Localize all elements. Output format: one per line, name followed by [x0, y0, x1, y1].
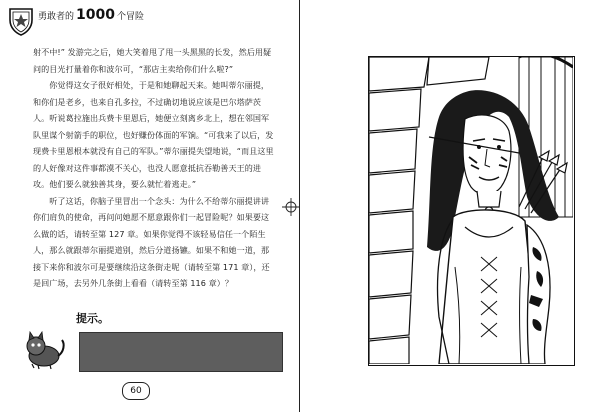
hint-label: 提示。	[76, 312, 109, 325]
hint-area	[22, 310, 282, 372]
archer-illustration	[368, 56, 575, 366]
header-title-suffix: 个冒险	[116, 12, 144, 22]
cat-mascot-icon	[22, 324, 68, 370]
paragraph-3: 听了这话，你脑子里冒出一个念头：为什么不给蒂尔丽提讲讲你们肩负的使命，再问问她愿不愿意跟你们一起冒险呢？如果要这么做的话，请转至第 127 章。如果你觉得不该轻易信任一个陌生人，那么就跟蒂尔丽提道别，然后分道扬镳。如果不和她一道，那接下来你和波尔可是要继续沿这条街走呢（请转至第 171 章），还是回广场，去另外几条街上看看（请转至第 116 章）？	[33, 195, 270, 288]
paragraph-1: 射不中!” 发游完之后，她大笑着甩了甩一头黑黑的长发，然后用疑问的目光打量着你和波尔可，“那店主卖给你们什么啦?”	[33, 47, 272, 74]
paragraph-2: 你觉得这女子很好相处，于是和她聊起天来。她叫蒂尔丽提，和你们是老乡，也来自孔多拉，不过确切地说应该是巴尔塔萨茨人。听说葛拉施出兵费卡里恩后，她便立刻离乡北上，想在邻国军队里谋个射箭手的职位，也好赚份体面的军饷。“可我来了以后，发现费卡里恩根本就没有自己的军队。”蒂尔丽提失望地说，“而且这里的人好像对这件事都漠不关心，也没人愿意抵抗吞勒善天王的进攻。他们要么就独善其身，要么就忙着逃走。”	[33, 80, 274, 189]
registration-mark-icon	[282, 198, 300, 216]
page-number: 60	[122, 382, 150, 400]
running-header	[38, 7, 144, 23]
body-text	[33, 44, 274, 292]
header-title-number: 1000	[76, 7, 115, 23]
archer-woman-drawing	[369, 57, 573, 364]
header-title-prefix: 勇敢者的	[38, 12, 75, 22]
shield-emblem-icon	[8, 6, 34, 36]
hint-box	[79, 332, 283, 372]
